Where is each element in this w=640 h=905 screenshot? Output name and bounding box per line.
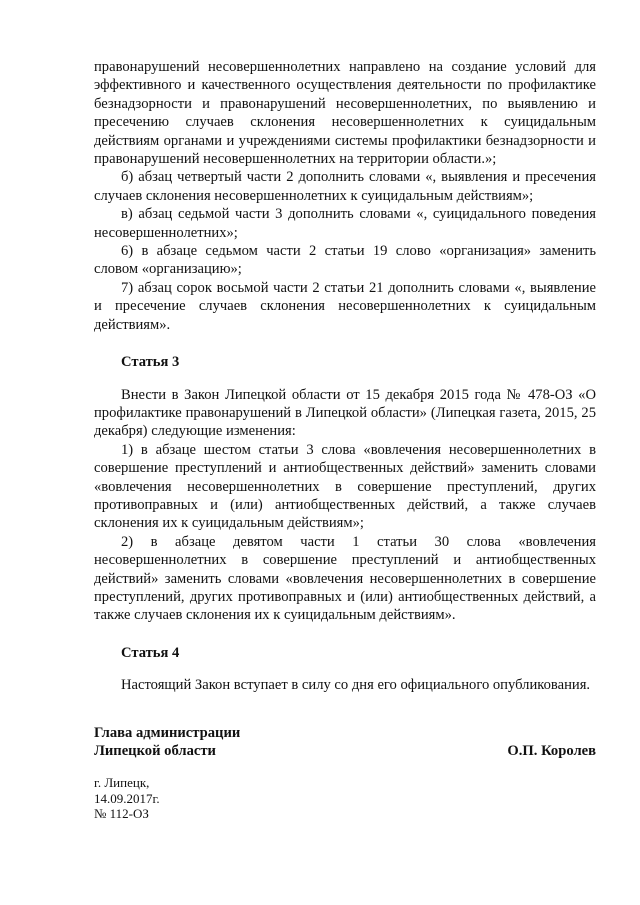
meta-city: г. Липецк, (94, 775, 150, 791)
paragraph: Настоящий Закон вступает в силу со дня его официального опубликования. (121, 677, 591, 694)
paragraph: 2) в абзаце девятом части 1 статьи 30 слова «вовлечения несовершеннолетних в совершение преступлений и антиобщественных действий» заменить словами «вовлечения несовершеннолетних в совершение преступлений, других противоправных и (или) антиобщественных действий, а также случаев склонения их к суицидальным действиям». (94, 533, 596, 624)
paragraph: в) абзац седьмой части 3 дополнить словами «, суицидального поведения несовершеннолетних»; (94, 206, 596, 241)
article-3-title: Статья 3 (121, 354, 180, 371)
meta-date: 14.09.2017г. (94, 790, 160, 806)
signatory-name: О.П. Королев (507, 743, 596, 759)
paragraph: Внести в Закон Липецкой области от 15 декабря 2015 года № 478-ОЗ «О профилактике правонарушений в Липецкой области» (Липецкая газета, 2015, 25 декабря) следующие изменения: (94, 386, 596, 440)
paragraph: 6) в абзаце седьмом части 2 статьи 19 слово «организация» заменить словом «организацию»; (94, 243, 596, 278)
meta-number: № 112-ОЗ (94, 806, 149, 822)
paragraph: правонарушений несовершеннолетних направлено на создание условий для эффективного и качественного осуществления деятельности по профилактике безнадзорности и правонарушений несовершеннолетних, по выявлению и пресечению случаев склонения несовершеннолетних к суицидальным действиям органами и учреждениями системы профилактики безнадзорности и правонарушений несовершеннолетних на территории области.»; (94, 59, 596, 168)
signature-block (94, 724, 596, 761)
signature-region: Липецкой области (94, 743, 216, 759)
document-meta (94, 775, 596, 822)
signature-title: Глава администрации (94, 724, 241, 741)
paragraph: 1) в абзаце шестом статьи 3 слова «вовлечения несовершеннолетних в совершение преступлений и антиобщественных действий» заменить словами «вовлечения несовершеннолетних в совершение преступлений, других противоправных и (или) антиобщественных действий, а также случаев склонения их к суицидальным действиям»; (94, 441, 596, 532)
document-page (94, 58, 596, 822)
paragraph: 7) абзац сорок восьмой части 2 статьи 21 дополнить словами «, выявление и пресечение случаев склонения несовершеннолетних к суицидальным действиям». (94, 279, 596, 333)
article-4-title: Статья 4 (121, 644, 180, 661)
paragraph: б) абзац четвертый части 2 дополнить словами «, выявления и пресечения случаев склонения несовершеннолетних к суицидальным действиям»; (94, 169, 596, 204)
